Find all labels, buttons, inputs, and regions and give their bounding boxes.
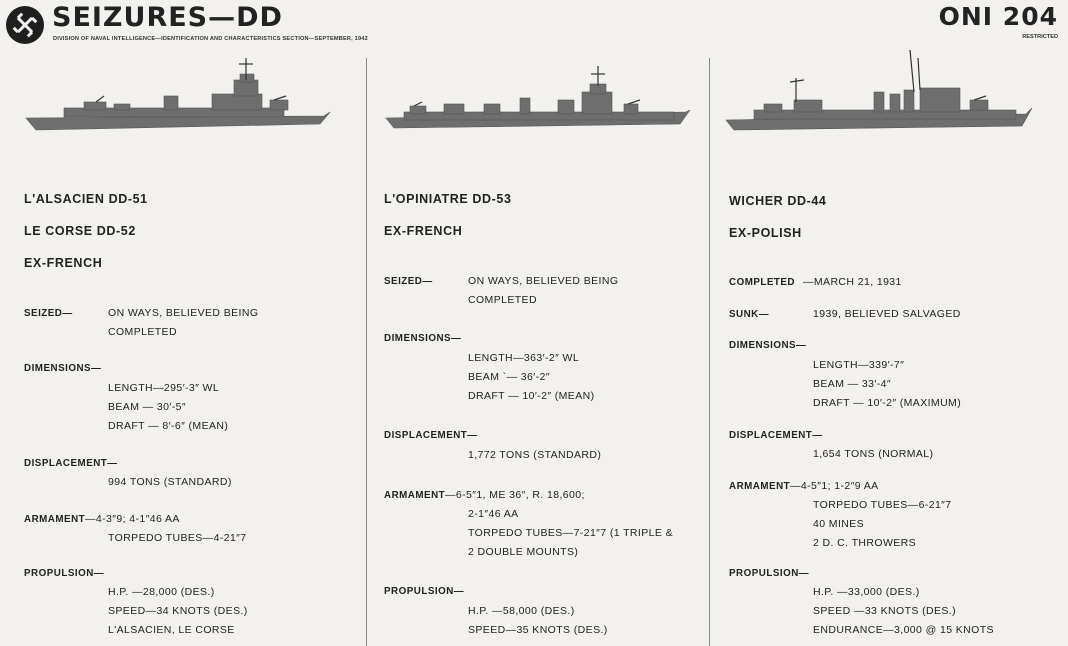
beam-value: BEAM `— 36′-2″: [468, 371, 550, 383]
swastika-emblem-icon: [6, 6, 44, 44]
ship-silhouette-alsacien: [24, 56, 332, 132]
column-divider: [709, 58, 710, 646]
displacement-label: DISPLACEMENT—: [384, 430, 478, 441]
speed-value: SPEED—34 KNOTS (DES.): [108, 605, 248, 617]
seized-value: COMPLETED: [468, 294, 537, 306]
draft-value: DRAFT — 8′-6″ (MEAN): [108, 420, 229, 432]
dimensions-label: DIMENSIONS—: [384, 333, 462, 344]
propulsion-label: PROPULSION—: [384, 586, 465, 597]
length-value: LENGTH—339′-7″: [813, 359, 905, 371]
armament-value: 40 MINES: [813, 518, 865, 530]
ship-name: L'OPINIATRE DD-53: [384, 192, 512, 206]
ship-silhouette-opiniatre: [384, 64, 692, 132]
length-value: LENGTH—363′-2″ WL: [468, 352, 580, 364]
speed-value: SPEED —33 KNOTS (DES.): [813, 605, 956, 617]
seized-value: ON WAYS, BELIEVED BEING: [468, 275, 619, 287]
page-subtitle: DIVISION OF NAVAL INTELLIGENCE—IDENTIFICATION AND CHARACTERISTICS SECTION—SEPTEMBER, 1942: [53, 36, 368, 42]
seized-value: COMPLETED: [108, 326, 177, 338]
armament-label: ARMAMENT: [729, 481, 791, 492]
armament-value: TORPEDO TUBES—4-21″7: [108, 532, 247, 544]
armament-value: —4-5″1; 1-2″9 AA: [790, 480, 879, 492]
draft-value: DRAFT — 10′-2″ (MEAN): [468, 390, 595, 402]
armament-value: 2-1″46 AA: [468, 508, 519, 520]
seized-label: SEIZED—: [24, 308, 73, 319]
armament-label: ARMAMENT: [24, 514, 86, 525]
hp-value: H.P. —33,000 (DES.): [813, 586, 920, 598]
ship-name: WICHER DD-44: [729, 194, 827, 208]
displacement-value: 1,654 TONS (NORMAL): [813, 448, 934, 460]
displacement-label: DISPLACEMENT—: [729, 430, 823, 441]
hp-value: H.P. —28,000 (DES.): [108, 586, 215, 598]
ship-name: LE CORSE DD-52: [24, 224, 136, 238]
ship-origin: EX-FRENCH: [384, 224, 463, 238]
document-id: ONI 204: [938, 2, 1058, 31]
armament-label: ARMAMENT: [384, 490, 446, 501]
ship-silhouette-wicher: [724, 48, 1034, 132]
displacement-label: DISPLACEMENT—: [24, 458, 118, 469]
beam-value: BEAM — 30′-5″: [108, 401, 186, 413]
ship-origin: EX-POLISH: [729, 226, 802, 240]
ship-name: L'ALSACIEN DD-51: [24, 192, 148, 206]
displacement-value: 994 TONS (STANDARD): [108, 476, 232, 488]
note-value: L'ALSACIEN, LE CORSE: [108, 624, 235, 636]
dimensions-label: DIMENSIONS—: [729, 340, 807, 351]
endurance-value: ENDURANCE—3,000 @ 15 KNOTS: [813, 624, 994, 636]
beam-value: BEAM — 33′-4″: [813, 378, 891, 390]
displacement-value: 1,772 TONS (STANDARD): [468, 449, 602, 461]
hp-value: H.P. —58,000 (DES.): [468, 605, 575, 617]
armament-value: TORPEDO TUBES—6-21″7: [813, 499, 952, 511]
column-divider: [366, 58, 367, 646]
dimensions-label: DIMENSIONS—: [24, 363, 102, 374]
draft-value: DRAFT — 10′-2″ (MAXIMUM): [813, 397, 962, 409]
speed-value: SPEED—35 KNOTS (DES.): [468, 624, 608, 636]
armament-value: TORPEDO TUBES—7-21″7 (1 TRIPLE &: [468, 527, 673, 539]
completed-value: —MARCH 21, 1931: [803, 276, 902, 288]
completed-label: COMPLETED: [729, 277, 796, 288]
propulsion-label: PROPULSION—: [24, 568, 105, 579]
ship-origin: EX-FRENCH: [24, 256, 103, 270]
armament-value: 2 D. C. THROWERS: [813, 537, 917, 549]
classification-label: RESTRICTED: [1022, 34, 1058, 40]
sunk-value: 1939, BELIEVED SALVAGED: [813, 308, 961, 320]
length-value: LENGTH—295′-3″ WL: [108, 382, 220, 394]
armament-value: —6-5″1, ME 36″, R. 18,600;: [445, 489, 585, 501]
sunk-label: SUNK—: [729, 309, 770, 320]
seized-label: SEIZED—: [384, 276, 433, 287]
page-title: SEIZURES—DD: [52, 2, 283, 33]
armament-value: —4-3″9; 4-1″46 AA: [85, 513, 180, 525]
armament-value: 2 DOUBLE MOUNTS): [468, 546, 579, 558]
propulsion-label: PROPULSION—: [729, 568, 810, 579]
seized-value: ON WAYS, BELIEVED BEING: [108, 307, 259, 319]
